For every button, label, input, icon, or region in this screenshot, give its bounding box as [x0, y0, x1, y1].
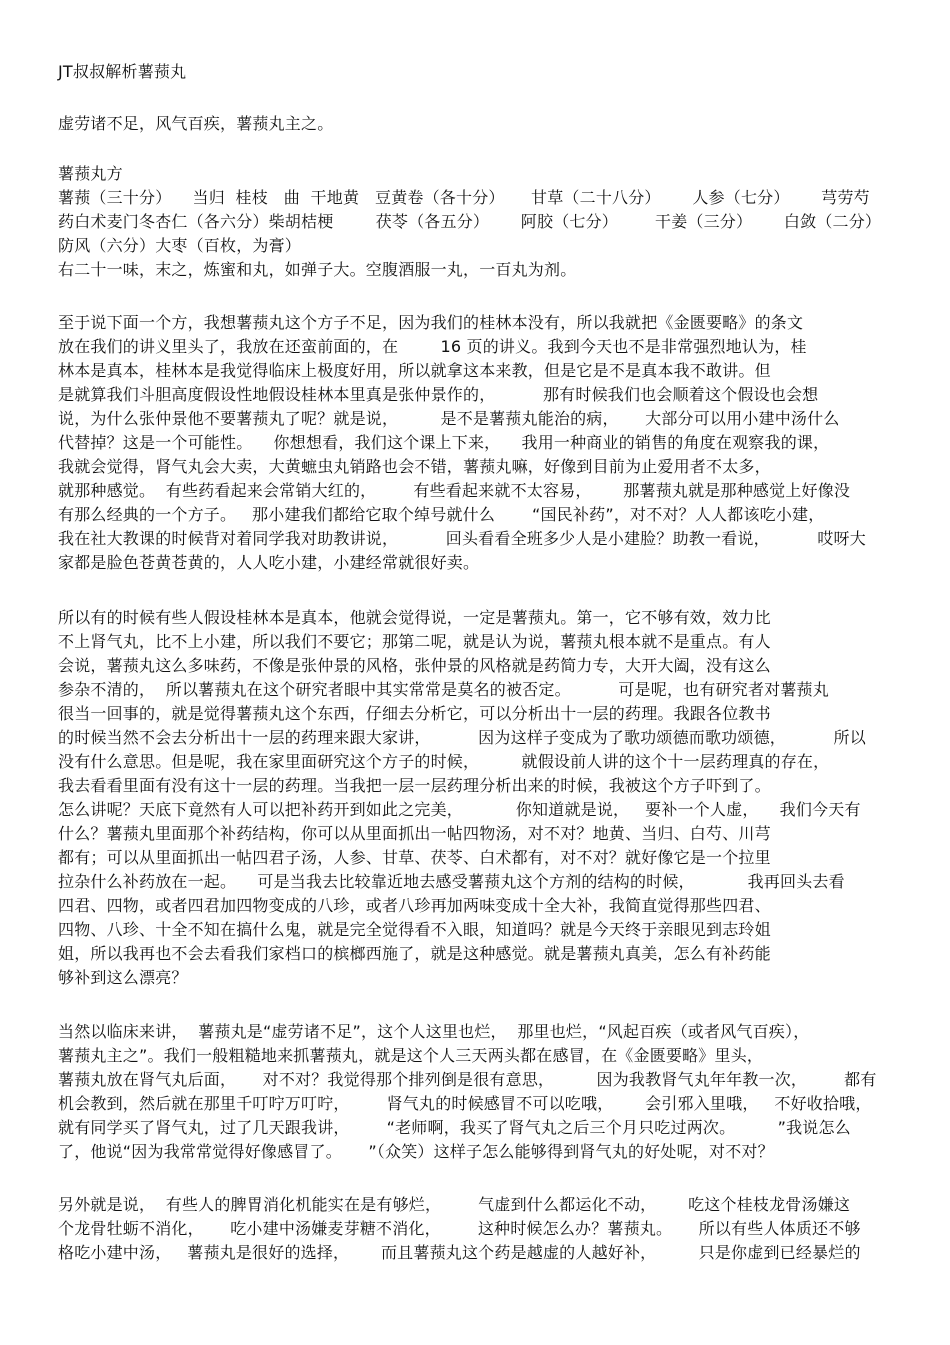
- paragraph-1-line: 家都是脸色苍黄苍黄的，人人吃小建，小建经常就很好卖。: [58, 553, 480, 572]
- paragraph-1-line: 至于说下面一个方，我想薯蓣丸这个方子不足，因为我们的桂林本没有，所以我就把《金匮要略》的条文: [58, 313, 804, 332]
- paragraph-2-line: 姐，所以我再也不会去看我们家档口的槟榔西施了，就是这种感觉。就是薯蓣丸真美，怎么有补药能: [58, 944, 771, 963]
- formula-line: 右二十一味，末之，炼蜜和丸，如弹子大。空腹酒服一丸，一百丸为剂。: [58, 260, 577, 279]
- paragraph-2-line: 所以有的时候有些人假设桂林本是真本，他就会觉得说，一定是薯蓣丸。第一，它不够有效，效力比: [58, 608, 771, 627]
- paragraph-1-line: 放在我们的讲义里头了，我放在还蛮前面的，在 16 页的讲义。我到今天也不是非常强烈地认为，桂: [58, 337, 807, 356]
- paragraph-1-line: 代替掉？这是一个可能性。 你想想看，我们这个课上下来， 我用一种商业的销售的角度在观察我的课，: [58, 433, 830, 452]
- paragraph-2-line: 都有；可以从里面抓出一帖四君子汤，人参、甘草、茯苓、白术都有，对不对？就好像它是一个拉里: [58, 848, 771, 867]
- paragraph-2-line: 参杂不清的， 所以薯蓣丸在这个研究者眼中其实常常是莫名的被否定。 可是呢，也有研究者对薯蓣丸: [58, 680, 829, 699]
- paragraph-2-line: 拉杂什么补药放在一起。 可是当我去比较靠近地去感受薯蓣丸这个方剂的结构的时候， 我再回头去看: [58, 872, 845, 891]
- formula-line: 薯蓣（三十分） 当归 桂枝 曲 干地黄 豆黄卷（各十分） 甘草（二十八分） 人参（七分） 芎劳芍: [58, 188, 870, 207]
- paragraph-2-line: 的时候当然不会去分析出十一层的药理来跟大家讲， 因为这样子变成为了歌功颂德而歌功颂德， 所以: [58, 728, 866, 747]
- paragraph-1-line: 说，为什么张仲景他不要薯蓣丸了呢？就是说， 是不是薯蓣丸能治的病， 大部分可以用小建中汤什么: [58, 409, 840, 428]
- paragraph-1-line: 就那种感觉。 有些药看起来会常销大红的， 有些看起来就不太容易， 那薯蓣丸就是那种感觉上好像没: [58, 481, 851, 500]
- paragraph-4-line: 格吃小建中汤， 薯蓣丸是很好的选择， 而且薯蓣丸这个药是越虚的人越好补， 只是你虚到已经暴烂的: [58, 1243, 861, 1262]
- paragraph-3-line: 当然以临床来讲， 薯蓣丸是“虚劳诸不足”，这个人这里也烂， 那里也烂，“风起百疾（或者风气百疾），: [58, 1022, 810, 1041]
- paragraph-2-line: 四物、八珍、十全不知在搞什么鬼，就是完全觉得看不入眼，知道吗？就是今天终于亲眼见到志玲姐: [58, 920, 771, 939]
- paragraph-1-line: 有那么经典的一个方子。 那小建我们都给它取个绰号就什么 “国民补药”，对不对？人人都该吃小建，: [58, 505, 825, 524]
- paragraph-2-line: 什么？薯蓣丸里面那个补药结构，你可以从里面抓出一帖四物汤，对不对？地黄、当归、白芍、川芎: [58, 824, 771, 843]
- paragraph-4-line: 个龙骨牡蛎不消化， 吃小建中汤嫌麦芽糖不消化， 这种时候怎么办？薯蓣丸。 所以有些人体质还不够: [58, 1219, 861, 1238]
- document-title: JT叔叔解析薯蓣丸: [58, 62, 187, 81]
- formula-heading: 薯蓣丸方: [58, 164, 123, 183]
- paragraph-2-line: 不上肾气丸，比不上小建，所以我们不要它；那第二呢，就是认为说，薯蓣丸根本就不是重点。有人: [58, 632, 771, 651]
- paragraph-4-line: 另外就是说， 有些人的脾胃消化机能实在是有够烂， 气虚到什么都运化不动， 吃这个桂枝龙骨汤嫌这: [58, 1195, 851, 1214]
- paragraph-1-line: 我在社大教课的时候背对着同学我对助教讲说， 回头看看全班多少人是小建脸？助教一看说， 哎呀大: [58, 529, 866, 548]
- paragraph-2-line: 四君、四物，或者四君加四物变成的八珍，或者八珍再加两味变成十全大补，我简直觉得那些四君、: [58, 896, 771, 915]
- paragraph-1-line: 林本是真本，桂林本是我觉得临床上极度好用，所以就拿这本来教，但是它是不是真本我不敢讲。但: [58, 361, 771, 380]
- paragraph-3-line: 薯蓣丸主之”。我们一般粗糙地来抓薯蓣丸，就是这个人三天两头都在感冒，在《金匮要略》里头，: [58, 1046, 764, 1065]
- paragraph-1-line: 我就会觉得，肾气丸会大卖，大黄蟅虫丸销路也会不错，薯蓣丸嘛，好像到目前为止爱用者不太多，: [58, 457, 771, 476]
- paragraph-2-line: 我去看看里面有没有这十一层的药理。当我把一层一层药理分析出来的时候，我被这个方子吓到了。: [58, 776, 771, 795]
- paragraph-2-line: 够补到这么漂亮？: [58, 968, 188, 987]
- paragraph-1-line: 是就算我们斗胆高度假设性地假设桂林本里真是张仲景作的， 那有时候我们也会顺着这个假设也会想: [58, 385, 819, 404]
- formula-line: 防风（六分）大枣（百枚，为膏）: [58, 236, 302, 255]
- paragraph-2-line: 没有什么意思。但是呢，我在家里面研究这个方子的时候， 就假设前人讲的这个十一层药理真的存在，: [58, 752, 830, 771]
- paragraph-2-line: 怎么讲呢？天底下竟然有人可以把补药开到如此之完美， 你知道就是说， 要补一个人虚， 我们今天有: [58, 800, 861, 819]
- formula-line: 药白术麦门冬杏仁（各六分）柴胡桔梗 茯苓（各五分） 阿胶（七分） 干姜（三分） 白敛（二分）: [58, 212, 882, 231]
- intro-line: 虚劳诸不足，风气百疾，薯蓣丸主之。: [58, 114, 334, 133]
- paragraph-2-line: 会说，薯蓣丸这么多味药，不像是张仲景的风格，张仲景的风格就是药简力专，大开大阖，没有这么: [58, 656, 771, 675]
- paragraph-3-line: 机会教到，然后就在那里千叮咛万叮咛， 肾气丸的时候感冒不可以吃哦， 会引邪入里哦， 不好收拾哦，: [58, 1094, 872, 1113]
- paragraph-3-line: 就有同学买了肾气丸，过了几天跟我讲， “老师啊，我买了肾气丸之后三个月只吃过两次。 ”我说怎么: [58, 1118, 851, 1137]
- paragraph-2-line: 很当一回事的，就是觉得薯蓣丸这个东西，仔细去分析它，可以分析出十一层的药理。我跟各位教书: [58, 704, 771, 723]
- paragraph-3-line: 薯蓣丸放在肾气丸后面， 对不对？我觉得那个排列倒是很有意思， 因为我教肾气丸年年教一次， 都有: [58, 1070, 877, 1089]
- paragraph-3-line: 了，他说“因为我常常觉得好像感冒了。 ”（众笑）这样子怎么能够得到肾气丸的好处呢，对不对？: [58, 1142, 774, 1161]
